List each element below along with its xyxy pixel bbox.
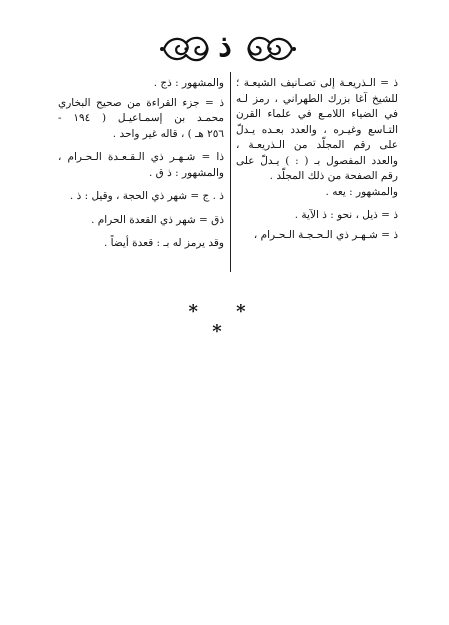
text-line: ذ = ذيل ، نحو : ذ الآية .: [294, 209, 398, 221]
text-line: محمـد بن إسمـاعيـل ( ١٩٤ -: [58, 112, 224, 124]
entry-dhayl: [236, 208, 398, 224]
text-line: ذ = الـذريعـة إلى تصـانيف الشيعـة ؛: [236, 77, 398, 89]
section-letter-heading: ذ: [218, 29, 232, 64]
entry-mashhur-dhj: [58, 76, 224, 92]
text-line: وقد يرمز له بـ : قعدة أيضاً .: [103, 237, 224, 249]
text-line: رقم الصفحة من ذلك المجلّد .: [269, 170, 398, 182]
entry-dhul-hijja: [236, 228, 398, 244]
text-line: على رقم المجلّد من الـذريعـة ،: [236, 139, 398, 151]
text-line: والمشهور : ذ ق .: [148, 166, 224, 179]
text-line: ذا = شـهـر ذي الـقـعـدة الـحـرام ،: [58, 151, 224, 163]
section-end-stars: * * *: [188, 301, 262, 342]
entry-dharia: [236, 76, 398, 200]
entry-qada-ayda: [58, 236, 224, 252]
text-line: والعدد المفصول بـ ( : ) يـدلّ على: [236, 154, 398, 167]
entry-dh-j: [58, 189, 224, 205]
column-divider: [230, 72, 231, 272]
text-line: ذ = شـهـر ذي الـحـجـة الـحـرام ،: [253, 228, 398, 241]
entry-dhq: [58, 213, 224, 229]
entry-dhul-qada: [58, 150, 224, 181]
text-line: ذ . ج = شهر ذي الحجة ، وقيل : ذ .: [69, 190, 224, 202]
text-line: ذ = جزء القراءة من صحيح البخاري: [58, 96, 224, 109]
text-line: ٢٥٦ هـ ) ، قاله غير واحد .: [112, 127, 224, 140]
text-line: والمشهور : ذج .: [153, 77, 224, 89]
text-line: للشيخ آغا بزرك الطهراني ، رمز لـه: [236, 92, 398, 105]
left-column: [58, 76, 224, 252]
text-line: ذق = شهر ذي القعدة الحرام .: [91, 213, 224, 226]
entry-juz-al-qiraa: [58, 96, 224, 143]
text-line: التـاسع وغيـره ، والعدد بعـده يـدلّ: [236, 123, 398, 136]
text-line: في الضياء اللامـع في علماء القرن: [236, 108, 398, 120]
right-column: [236, 76, 398, 243]
text-line: والمشهور : يعه .: [325, 185, 398, 198]
